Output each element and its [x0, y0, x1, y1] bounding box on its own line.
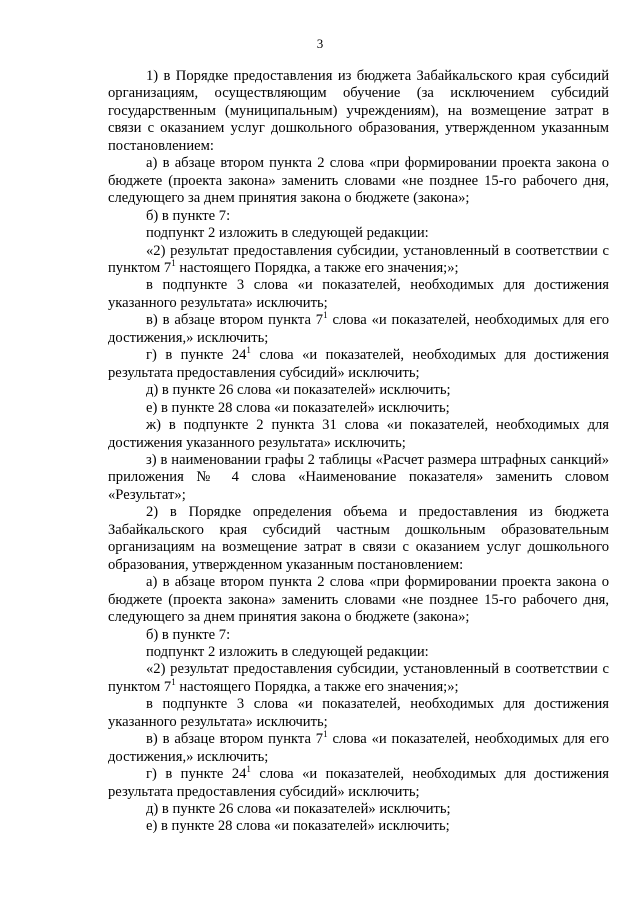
paragraph-text-continued: слова «и показателей, необходимых для достижения результата предоставления субсидий» исключить;	[108, 766, 609, 800]
paragraph	[108, 347, 609, 382]
paragraph-text: 2) в Порядке определения объема и предоставления из бюджета Забайкальского края субсидий частным дошкольным образовательным организациям на возмещение затрат в связи с оказанием услуг дошкольного образования, утвержденном указанным постановлением:	[108, 504, 609, 573]
paragraph	[108, 208, 609, 225]
paragraph-text: 1) в Порядке предоставления из бюджета Забайкальского края субсидий организациям, осуществляющим обучение (за исключением субсидий государственным (муниципальным) учреждениям), на возмещение затрат в связи с оказанием услуг дошкольного образования, утвержденном указанным постановлением:	[108, 68, 609, 154]
paragraph-text: подпункт 2 изложить в следующей редакции:	[146, 643, 429, 660]
paragraph	[108, 766, 609, 801]
paragraph-text: в) в абзаце втором пункта 7	[146, 731, 324, 748]
paragraph-text: д) в пункте 26 слова «и показателей» исключить;	[146, 382, 451, 399]
paragraph	[108, 243, 609, 278]
paragraph	[108, 155, 609, 207]
paragraph-text-continued: слова «и показателей, необходимых для его достижения,» исключить;	[108, 731, 609, 765]
superscript: 1	[171, 257, 176, 268]
paragraph-text: г) в пункте 24	[146, 766, 247, 783]
paragraph-text: «2) результат предоставления субсидии, установленный в соответствии с пунктом 7	[108, 242, 609, 276]
paragraph-text: «2) результат предоставления субсидии, установленный в соответствии с пунктом 7	[108, 661, 609, 695]
paragraph-text: е) в пункте 28 слова «и показателей» исключить;	[146, 818, 450, 835]
paragraph-text: а) в абзаце втором пункта 2 слова «при формировании проекта закона о бюджете (проекта закона» заменить словами «не позднее 15-го рабочего дня, следующего за днем принятия закона о бюджете (закона»;	[108, 574, 609, 626]
paragraph-text-continued: слова «и показателей, необходимых для его достижения,» исключить;	[108, 312, 609, 346]
paragraph	[108, 644, 609, 661]
superscript: 1	[323, 729, 328, 740]
paragraph	[108, 661, 609, 696]
paragraph-text: б) в пункте 7:	[146, 626, 231, 643]
paragraph-text-continued: настоящего Порядка, а также его значения;»;	[175, 678, 459, 695]
paragraph	[108, 277, 609, 312]
paragraph	[108, 382, 609, 399]
paragraph-text: е) в пункте 28 слова «и показателей» исключить;	[146, 399, 450, 416]
superscript: 1	[246, 345, 251, 356]
paragraph-text: г) в пункте 24	[146, 347, 247, 364]
superscript: 1	[246, 764, 251, 775]
paragraph-text-continued: настоящего Порядка, а также его значения;»;	[175, 259, 459, 276]
paragraph	[108, 400, 609, 417]
paragraph-text: подпункт 2 изложить в следующей редакции:	[146, 225, 429, 242]
paragraph	[108, 452, 609, 504]
paragraph-text-continued: слова «и показателей, необходимых для достижения результата предоставления субсидий» исключить;	[108, 347, 609, 381]
paragraph	[108, 696, 609, 731]
paragraph-text: в подпункте 3 слова «и показателей, необходимых для достижения указанного результата» исключить;	[108, 277, 609, 311]
superscript: 1	[323, 310, 328, 321]
paragraph-text: б) в пункте 7:	[146, 207, 231, 224]
paragraph	[108, 627, 609, 644]
paragraph-text: в подпункте 3 слова «и показателей, необходимых для достижения указанного результата» исключить;	[108, 696, 609, 730]
paragraph	[108, 417, 609, 452]
paragraph-text: в) в абзаце втором пункта 7	[146, 312, 324, 329]
paragraph	[108, 312, 609, 347]
paragraph-text: а) в абзаце втором пункта 2 слова «при формировании проекта закона о бюджете (проекта закона» заменить словами «не позднее 15-го рабочего дня, следующего за днем принятия закона о бюджете (закона»;	[108, 155, 609, 207]
document-body	[108, 68, 609, 836]
paragraph	[108, 504, 609, 574]
page-number: 3	[316, 36, 324, 51]
paragraph	[108, 225, 609, 242]
paragraph-text: ж) в подпункте 2 пункта 31 слова «и показателей, необходимых для достижения указанного результата» исключить;	[108, 417, 609, 451]
paragraph	[108, 818, 609, 835]
paragraph	[108, 574, 609, 626]
paragraph	[108, 68, 609, 155]
paragraph	[108, 801, 609, 818]
paragraph-text: з) в наименовании графы 2 таблицы «Расчет размера штрафных санкций» приложения № 4 слова «Наименование показателя» заменить словом «Результат»;	[108, 451, 609, 503]
paragraph	[108, 731, 609, 766]
paragraph-text: д) в пункте 26 слова «и показателей» исключить;	[146, 801, 451, 818]
superscript: 1	[171, 676, 176, 687]
